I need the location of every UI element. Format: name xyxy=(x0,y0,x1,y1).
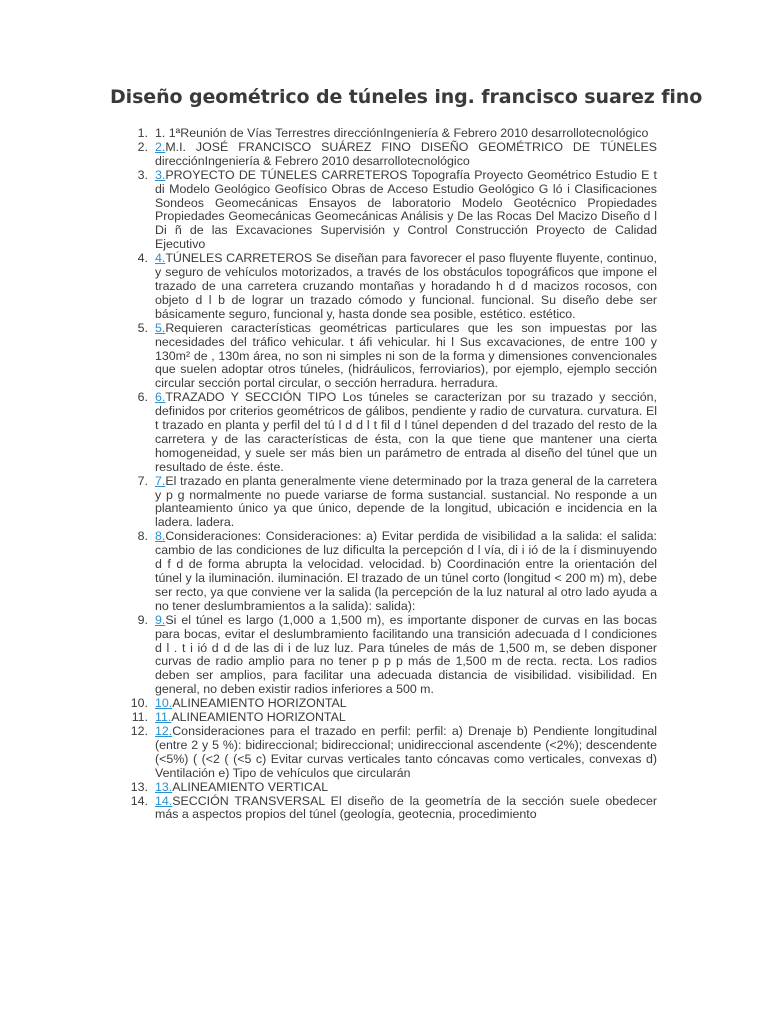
item-text: SECCIÓN TRANSVERSAL El diseño de la geometría de la sección suele obedecer más a aspectos propios del túnel (geología, geotecnia, procedimiento xyxy=(155,793,657,822)
slide-link[interactable]: 6. xyxy=(155,390,166,405)
slide-link[interactable]: 12. xyxy=(155,723,173,738)
item-text: Requieren características geométricas particulares que les son impuestas por las necesidades del tráfico vehicular. t áfi vehicular. hi l Sus excavaciones, de entre 100 y 130m² de , 130m área, no son ni simples ni son de la forma y dimensiones convencionales que suelen adoptar otros túneles, (hidráulicos, ferroviarios), por ejemplo, ejemplo sección circular sección portal circular, o sección herradura. herradura. xyxy=(155,320,657,391)
list-item xyxy=(137,139,657,169)
item-number: 14. xyxy=(130,793,148,808)
slide-link[interactable]: 5. xyxy=(155,320,166,335)
slide-link[interactable]: 2. xyxy=(155,139,166,154)
item-text: Consideraciones: Consideraciones: a) Evitar perdida de visibilidad a la salida: el salida: cambio de las condiciones de luz dificulta la percepción d l vía, di i ió de la í disminuyendo d f d de forma abrupta la velocidad. velocidad. b) Coordinación entre la orientación del túnel y la iluminación. iluminación. El trazado de un túnel corto (longitud < 200 m) m), debe ser recto, ya que conviene ver la salida (la percepción de la luz natural al otro lado ayuda a no tener deslumbramientos a la salida): salida): xyxy=(155,529,657,613)
item-text: El trazado en planta generalmente viene determinado por la traza general de la carretera y p g normalmente no puede variarse de forma sustancial. sustancial. No responde a un planteamiento único ya que único, depende de la longitud, ubicación e incidencia en la ladera. ladera. xyxy=(155,473,657,530)
slide-link[interactable]: 10. xyxy=(155,696,173,711)
list-item xyxy=(137,320,657,392)
item-text: M.I. JOSÉ FRANCISCO SUÁREZ FINO DISEÑO GEOMÉTRICO DE TÚNELES direcciónIngeniería & Febrero 2010 desarrollotecnológico xyxy=(155,139,657,168)
list-item xyxy=(137,126,657,141)
document-title: Diseño geométrico de túneles ing. francisco suarez fino xyxy=(110,86,703,108)
item-number: 5. xyxy=(137,320,148,335)
list-item xyxy=(131,710,657,725)
list-item xyxy=(137,612,657,697)
item-text: Consideraciones para el trazado en perfil: perfil: a) Drenaje b) Pendiente longitudinal (entre 2 y 5 %): bidireccional; bidireccional; unidireccional ascendente (<2%); descendente (<5%) ( (<2 ( (<5 c) Evitar curvas verticales tanto cóncavas como verticales, convexas d) Ventilación e) Tipo de vehículos que circularán xyxy=(155,723,657,780)
slide-link[interactable]: 3. xyxy=(155,167,166,182)
slide-link[interactable]: 11. xyxy=(155,710,172,725)
list-item xyxy=(137,251,657,322)
item-number: 4. xyxy=(137,251,148,266)
item-text: ALINEAMIENTO HORIZONTAL xyxy=(172,696,347,711)
slide-link[interactable]: 14. xyxy=(155,793,173,808)
item-number: 3. xyxy=(137,167,148,182)
slide-link[interactable]: 8. xyxy=(155,529,166,544)
item-text: PROYECTO DE TÚNELES CARRETEROS Topografía Proyecto Geométrico Estudio E t di Modelo Geológico Geofísico Obras de Acceso Estudio Geológico G ló i Clasificaciones Sondeos Geomecánicas Ensayos de laboratorio Modelo Geotécnico Propiedades Propiedades Geomecánicas Geomecánicas Análisis y De las Rocas Del Macizo Diseño d l Di ñ de las Excavaciones Supervisión y Control Construcción Proyecto de Calidad Ejecutivo xyxy=(155,167,657,252)
list-item xyxy=(130,793,657,823)
item-number: 11. xyxy=(131,710,148,725)
slide-link[interactable]: 4. xyxy=(155,251,166,266)
item-text: 1. 1ªReunión de Vías Terrestres direcciónIngeniería & Febrero 2010 desarrollotecnológico xyxy=(155,126,649,140)
item-text: TRAZADO Y SECCIÓN TIPO Los túneles se caracterizan por su trazado y sección, definidos por criterios geométricos de gálibos, pendiente y radio de curvatura. curvatura. El t trazado en planta y perfil del tú l d d l t fil d l túnel dependen d del trazado del resto de la carretera y de las características de ésta, con la que tiene que mantener una cierta homogeneidad, y suele ser más bien un parámetro de entrada al diseño del túnel que un resultado de éste. éste. xyxy=(155,390,657,474)
item-number: 1. xyxy=(137,126,148,140)
item-text: TÚNELES CARRETEROS Se diseñan para favorecer el paso fluyente fluyente, continuo, y seguro de vehículos motorizados, a través de los obstáculos topográficos que impone el trazado de una carretera cruzando montañas y horadando h d d macizos rocosos, con objeto d l b de lograr un trazado cómodo y funcional. funcional. Su diseño debe ser básicamente seguro, funcional y, hasta donde sea posible, estético. estético. xyxy=(155,251,657,321)
item-text: ALINEAMIENTO VERTICAL xyxy=(172,779,329,794)
slide-link[interactable]: 13. xyxy=(155,779,173,794)
slide-link[interactable]: 9. xyxy=(155,612,166,627)
item-number: 7. xyxy=(137,473,148,488)
item-number: 6. xyxy=(137,390,148,405)
item-number: 9. xyxy=(137,612,148,627)
item-number: 13. xyxy=(130,779,148,794)
item-number: 8. xyxy=(137,529,148,544)
item-number: 12. xyxy=(130,723,148,738)
list-item xyxy=(130,696,657,711)
item-text: ALINEAMIENTO HORIZONTAL xyxy=(171,710,346,725)
list-item xyxy=(137,167,657,252)
list-item xyxy=(137,473,657,531)
item-number: 2. xyxy=(137,139,148,154)
list-item xyxy=(137,390,657,474)
slide-list xyxy=(130,126,657,822)
slide-link[interactable]: 7. xyxy=(155,473,166,488)
item-text: Si el túnel es largo (1,000 a 1,500 m), es importante disponer de curvas en las bocas para bocas, evitar el deslumbramiento facilitando una transición adecuada d l condiciones d l . t i ió d d de las di i de luz luz. Para túneles de más de 1,500 m, se deben disponer curvas de radio amplio para no tener p p p más de 1,500 m de recta. recta. Los radios deben ser amplios, para facilitar una adecuada distancia de visibilidad. visibilidad. En general, no deben existir radios inferiores a 500 m. xyxy=(155,612,657,697)
item-number: 10. xyxy=(130,696,148,711)
list-item xyxy=(130,779,657,795)
list-item xyxy=(137,529,657,613)
list-item xyxy=(130,723,657,781)
